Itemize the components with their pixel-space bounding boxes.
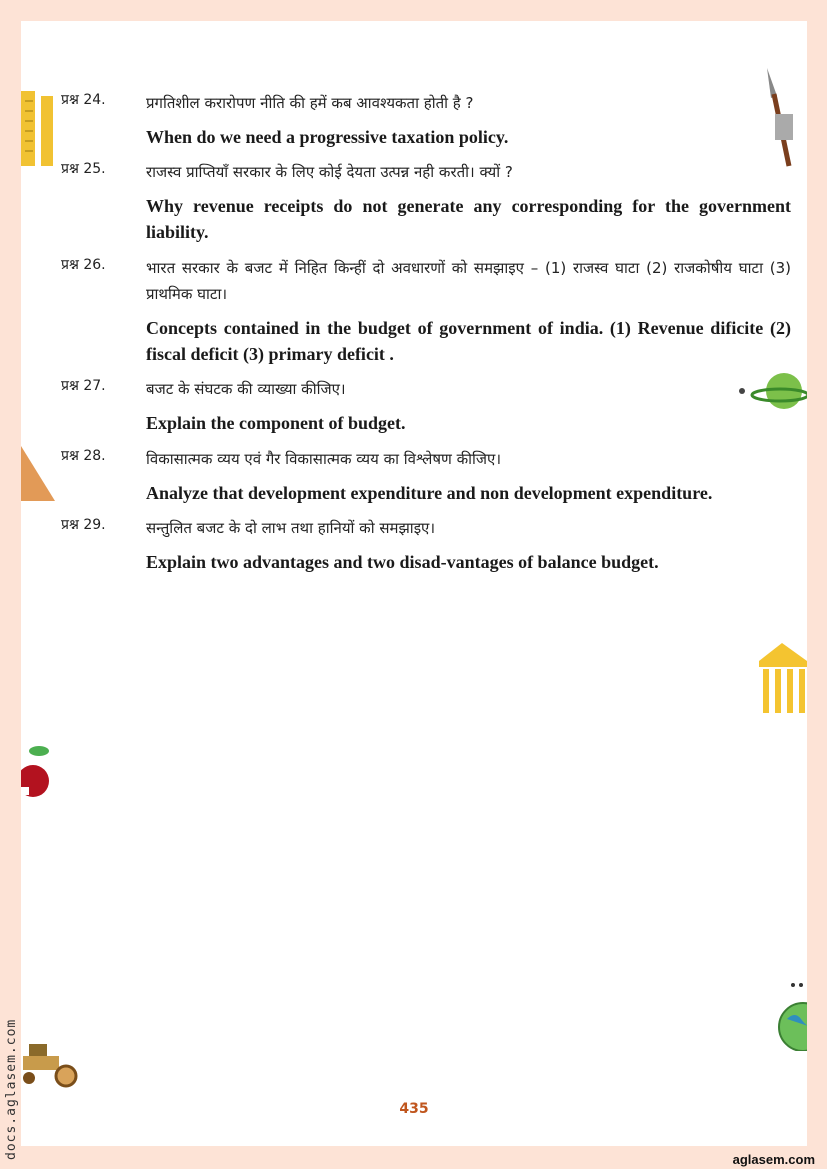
- question-number: प्रश्न 25.: [61, 161, 106, 177]
- side-watermark: docs.aglasem.com: [4, 1018, 19, 1160]
- question-25: [61, 159, 791, 245]
- question-number: प्रश्न 28.: [61, 448, 106, 464]
- ruler-icon: [21, 91, 63, 166]
- question-english-text: When do we need a progressive taxation policy.: [146, 127, 509, 147]
- question-hindi-text: विकासात्मक व्यय एवं गैर विकासात्मक व्यय का विश्लेषण कीजिए।: [146, 450, 502, 468]
- globe-icon: [777, 979, 807, 1051]
- brand-watermark: aglasem.com: [732, 1152, 815, 1167]
- question-28: [61, 446, 791, 506]
- question-number: प्रश्न 26.: [61, 257, 106, 273]
- question-hindi-text: बजट के संघटक की व्याख्या कीजिए।: [146, 380, 346, 398]
- document-page: [21, 21, 807, 1146]
- apple-icon: [21, 739, 51, 801]
- question-26: [61, 255, 791, 367]
- question-29: [61, 515, 791, 575]
- question-english-text: Explain two advantages and two disad-vantages of balance budget.: [146, 552, 659, 572]
- question-hindi-text: भारत सरकार के बजट में निहित किन्हीं दो अवधारणों को समझाइए – (1) राजस्व घाटा (2) राजकोषीय घाटा (3) प्राथमिक घाटा।: [146, 259, 791, 303]
- pyramid-icon: [21, 446, 55, 506]
- question-hindi-text: राजस्व प्राप्तियाँ सरकार के लिए कोई देयता उत्पन्न नही करती। क्यों ?: [146, 163, 513, 181]
- question-english-text: Why revenue receipts do not generate any corresponding for the government liability.: [146, 196, 791, 242]
- question-27: [61, 376, 791, 436]
- question-24: [61, 90, 791, 150]
- question-hindi-text: प्रगतिशील करारोपण नीति की हमें कब आवश्यकता होती है ?: [146, 94, 474, 112]
- question-hindi-text: सन्तुलित बजट के दो लाभ तथा हानियों को समझाइए।: [146, 519, 436, 537]
- question-english-text: Explain the component of budget.: [146, 413, 406, 433]
- question-number: प्रश्न 24.: [61, 92, 106, 108]
- question-number: प्रश्न 29.: [61, 517, 106, 533]
- page-number: 435: [399, 1101, 429, 1117]
- question-english-text: Concepts contained in the budget of government of india. (1) Revenue dificite (2) fiscal deficit (3) primary deficit .: [146, 318, 791, 364]
- question-number: प्रश्न 27.: [61, 378, 106, 394]
- cart-icon: [21, 1036, 81, 1091]
- question-english-text: Analyze that development expenditure and non development expenditure.: [146, 483, 713, 503]
- pillar-building-icon: [757, 641, 807, 719]
